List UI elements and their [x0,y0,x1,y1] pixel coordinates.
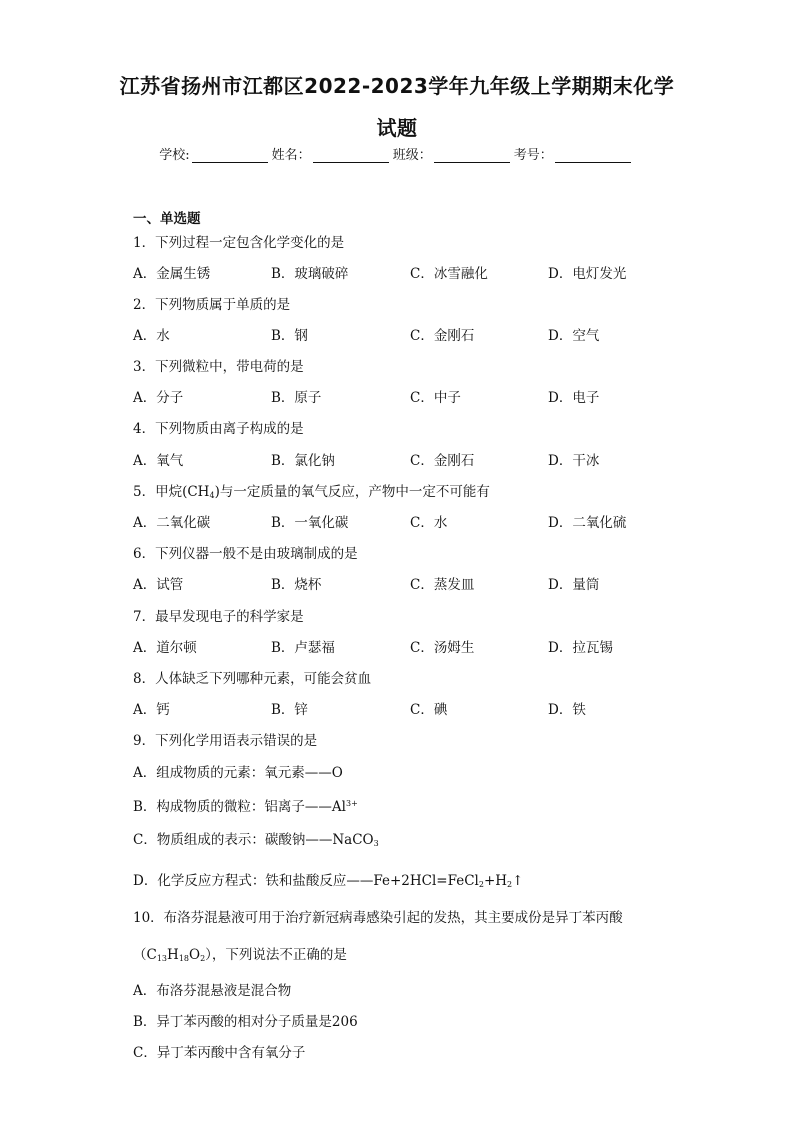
option-b: B．异丁苯丙酸的相对分子质量是206 [133,1014,358,1030]
option-b: B．氯化钠 [271,453,335,469]
name-blank[interactable] [313,147,389,163]
subscript: 13 [156,954,168,963]
option-c: C．汤姆生 [410,640,475,656]
stem-text: ），下列说法不正确的是 [205,947,347,963]
option-b: B．一氧化碳 [271,515,349,531]
option-a: A．钙 [133,702,170,718]
exam-title-line2: 试题 [376,116,418,140]
option-c: C．金刚石 [410,328,475,344]
exam-title-line1: 江苏省扬州市江都区2022-2023学年九年级上学期期末化学 [119,74,675,98]
option-a: A．氧气 [133,453,184,469]
option-d: D．铁 [548,702,586,718]
option-text: D．化学反应方程式：铁和盐酸反应——Fe+2HCl=FeCl [133,873,479,889]
option-c: C．金刚石 [410,453,475,469]
option-text: +H [483,873,508,889]
option-d: D．电灯发光 [548,266,627,282]
option-b: B．钢 [271,328,308,344]
option-b: B．锌 [271,702,308,718]
student-info-row [0,144,794,163]
subscript: 2 [507,880,513,889]
class-label: 班级： [392,148,432,163]
stem-text: 5．甲烷(CH [133,484,210,500]
option-d: D．电子 [548,390,600,406]
option-c: C．水 [410,515,448,531]
option-a: A．分子 [133,390,184,406]
formula-text: H [167,947,179,963]
question-stem: 4．下列物质由离子构成的是 [133,421,304,437]
option-text: B．构成物质的微粒：铝离子——Al [133,799,346,815]
option-c: C．冰雪融化 [410,266,488,282]
option-a: A．水 [133,328,170,344]
exam-number-blank[interactable] [555,147,631,163]
option-c: C．蒸发皿 [410,577,475,593]
school-label: 学校: [159,148,190,163]
superscript: 3+ [346,799,358,808]
option-d: D．空气 [548,328,600,344]
option-d: D．量筒 [548,577,600,593]
subscript: 2 [200,954,206,963]
question-stem-formula [133,946,347,968]
subscript: 18 [178,954,189,963]
option-a: A．道尔顿 [133,640,197,656]
option-b: B．原子 [271,390,322,406]
subscript: 4 [209,491,215,500]
option-a: A．组成物质的元素：氧元素——O [133,765,343,781]
class-field [393,144,512,163]
option-c: C．中子 [410,390,461,406]
exam-number-label: 考号： [513,148,553,163]
option-text: C．物质组成的表示：碳酸钠——NaCO [133,832,374,848]
option-a: A．金属生锈 [133,266,211,282]
question-stem: 2．下列物质属于单质的是 [133,297,291,313]
formula-text: O [189,947,201,963]
school-field [159,144,269,163]
option-a: A．布洛芬混悬液是混合物 [133,983,292,999]
option-d: D．干冰 [548,453,600,469]
stem-text: )与一定质量的氧气反应，产物中一定不可能有 [214,484,490,500]
question-stem: 8．人体缺乏下列哪种元素，可能会贫血 [133,671,372,687]
gas-arrow-icon: ↑ [512,873,524,889]
option-b: B．卢瑟福 [271,640,335,656]
name-field [272,144,391,163]
question-stem: 7．最早发现电子的科学家是 [133,609,304,625]
option-c: C．异丁苯丙酸中含有氧分子 [133,1045,306,1061]
question-stem: 10．布洛芬混悬液可用于治疗新冠病毒感染引起的发热，其主要成份是异丁苯丙酸 [133,910,623,926]
subscript: 2 [478,880,484,889]
exam-number-field [514,144,633,163]
subscript: 3 [373,839,379,848]
option-c: C．碘 [410,702,448,718]
option-b: B．烧杯 [271,577,322,593]
question-stem: 9．下列化学用语表示错误的是 [133,733,318,749]
option-c [133,831,379,853]
question-stem [133,483,490,505]
section-title: 一、单选题 [133,211,201,227]
formula-text: （C [133,947,157,963]
school-blank[interactable] [192,147,268,163]
option-d: D．二氧化硫 [548,515,627,531]
option-d [133,872,523,894]
option-a: A．试管 [133,577,184,593]
question-stem: 3．下列微粒中，带电荷的是 [133,359,304,375]
option-a: A．二氧化碳 [133,515,211,531]
option-d: D．拉瓦锡 [548,640,613,656]
question-stem: 1．下列过程一定包含化学变化的是 [133,235,345,251]
option-b: B．玻璃破碎 [271,266,349,282]
option-b [133,795,358,816]
class-blank[interactable] [434,147,510,163]
name-label: 姓名： [271,148,311,163]
question-stem: 6．下列仪器一般不是由玻璃制成的是 [133,546,358,562]
